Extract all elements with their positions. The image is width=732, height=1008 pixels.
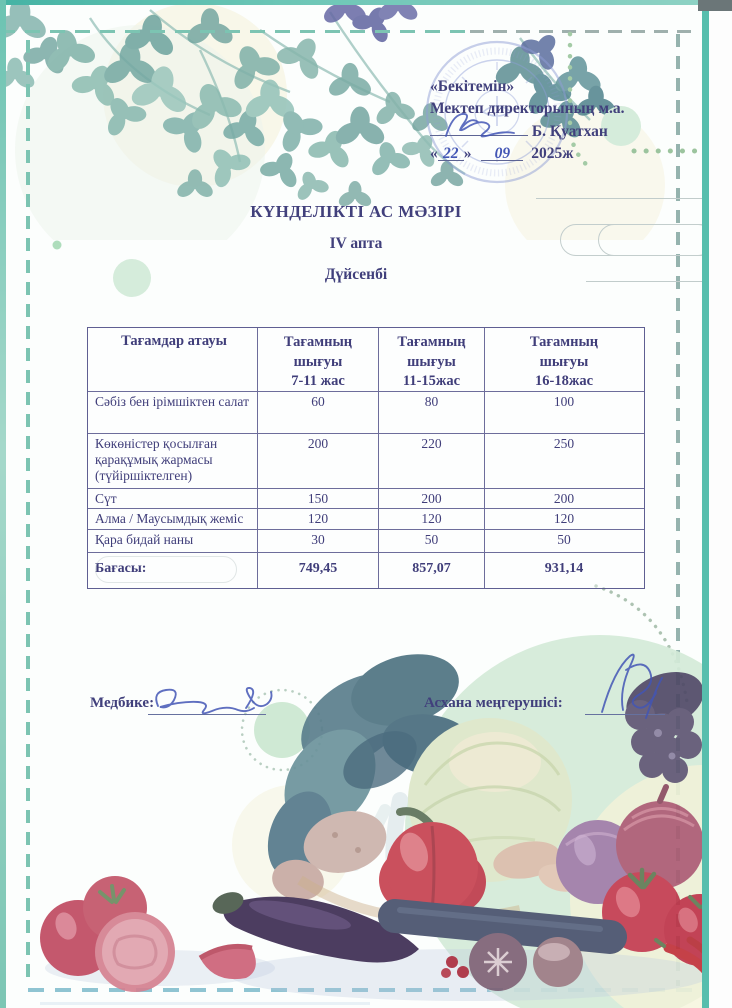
nurse-signature-ink	[156, 688, 271, 713]
date-year: 2025ж	[531, 145, 574, 162]
col-header-11-15: Тағамның шығуы 11-15жас	[379, 328, 485, 391]
bottom-scan-glow	[40, 1002, 370, 1005]
top-edge-strip	[0, 0, 709, 5]
quote-close: »	[463, 145, 472, 162]
col-header-7-11: Тағамның шығуы 7-11 жас	[258, 328, 379, 391]
table-row-buckwheat: Көкөністер қосылған қарақұмық жармасы (түйіршіктелген) 200 220 250	[88, 434, 644, 489]
approver-title: Мектеп директорының м.а.	[430, 100, 625, 117]
nurse-label: Медбике:	[90, 695, 155, 711]
page-title: КҮНДЕЛІКТІ АС МӘЗІРІ	[250, 202, 462, 221]
approver-name: Б. Қуатхан	[531, 123, 608, 140]
weekday-subtitle: Дүйсенбі	[324, 266, 388, 283]
col-header-16-18: Тағамның шығуы 16-18жас	[529, 334, 599, 389]
approval-stamp-word: «Бекітемін»	[430, 78, 515, 95]
table-row-milk: Сүт 150 200 200	[88, 489, 644, 509]
corner-shadow	[698, 0, 732, 11]
left-edge-strip	[0, 0, 6, 1008]
col-header-dish: Тағамдар атауы	[88, 328, 258, 391]
week-subtitle: IV апта	[329, 235, 383, 252]
quote-open: «	[430, 145, 438, 162]
canteen-signature-ink	[602, 655, 662, 718]
table-row-bread: Қара бидай наны 30 50 50	[88, 530, 644, 553]
director-signature-ink	[446, 114, 514, 137]
page-right-margin	[709, 0, 732, 1008]
date-day: 22	[438, 143, 464, 161]
canteen-manager-label: Асхана меңгерушісі:	[424, 695, 563, 711]
table-row-salad: Сәбіз бен ірімшіктен салат 60 80 100	[88, 392, 644, 434]
table-row-apple: Алма / Маусымдық жеміс 120 120 120	[88, 509, 644, 530]
date-month: 09	[481, 143, 523, 161]
right-edge-strip	[702, 0, 709, 1008]
table-row-total: Бағасы: 749,45 857,07 931,14	[88, 553, 644, 588]
